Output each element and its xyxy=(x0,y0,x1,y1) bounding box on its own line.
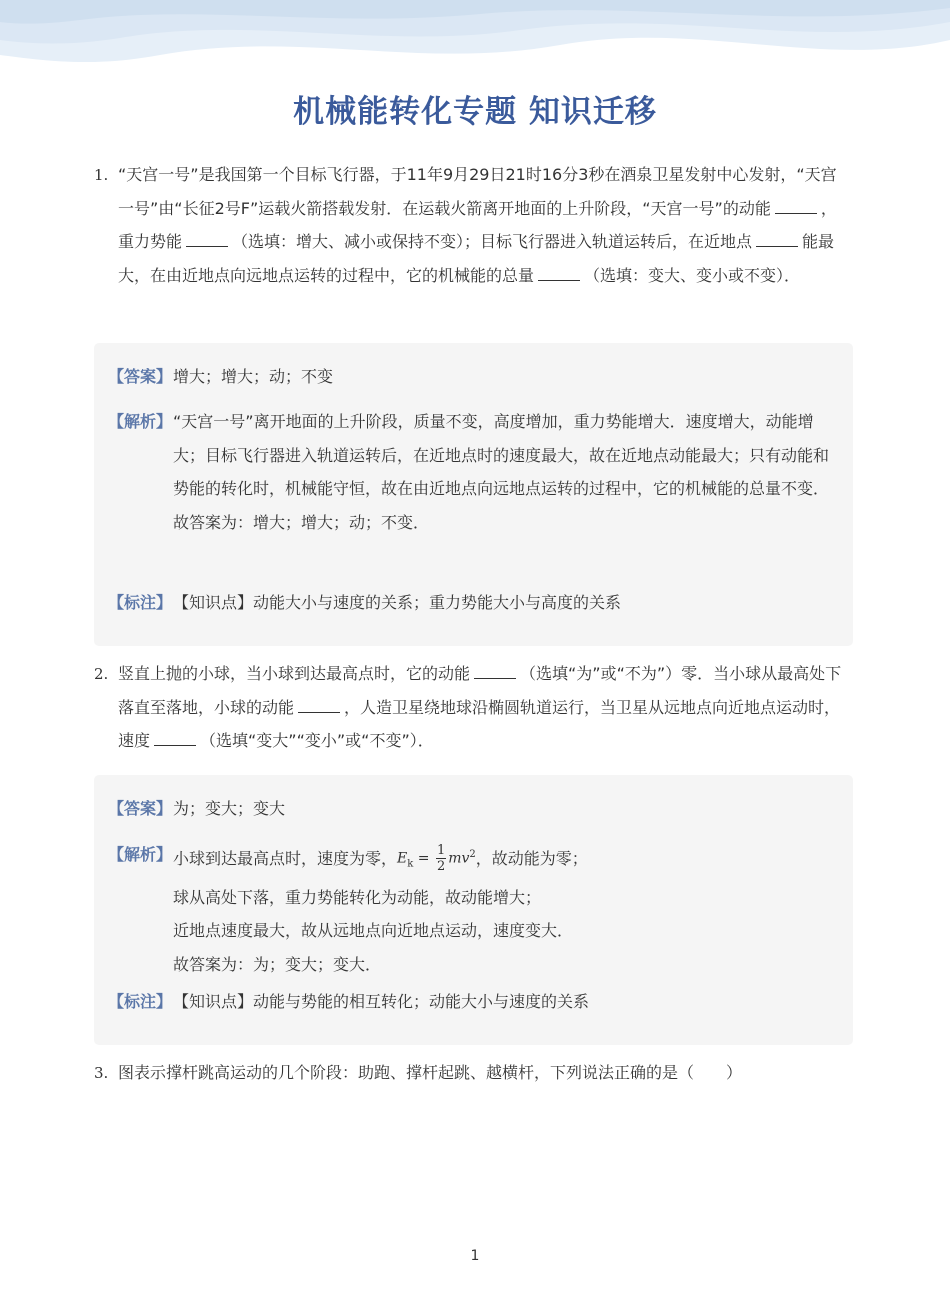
page-title: 机械能转化专题 知识迁移 xyxy=(293,94,657,130)
question-number: 3. xyxy=(94,1064,109,1082)
analysis-row xyxy=(108,838,833,981)
question-number: 1. xyxy=(94,166,109,184)
analysis-tag: 【解析】 xyxy=(108,412,173,431)
question-text-part: ，人造卫星绕地球沿椭圆轨道运行，当卫星从远地点向近地点运动时，速度 xyxy=(118,697,841,750)
formula-fraction xyxy=(436,843,446,874)
question-text-part: 竖直上抛的小球，当小球到达最高点时，它的动能 xyxy=(118,664,471,683)
page-number: 1 xyxy=(470,1248,480,1264)
answer-blank xyxy=(474,664,516,679)
question-text-part: “天宫一号”是我国第一个目标飞行器，于11年9月29日21时16分3秒在酒泉卫星发射中心发射，“天宫一号”由“长征2号F”运载火箭搭载发射．在运载火箭离开地面的上升阶段，“天宫一号”的动能 xyxy=(118,165,837,218)
question-text-part: ，重力势能 xyxy=(118,198,837,251)
question-text-part: （选填：增大、减小或保持不变）；目标飞行器进入轨道运转后，在近地点 xyxy=(232,232,753,251)
fraction-numerator: 1 xyxy=(436,843,446,859)
formula-equals: = xyxy=(413,850,434,867)
answer-box-1 xyxy=(94,343,853,646)
analysis-text: ，故动能为零； xyxy=(475,848,588,868)
analysis-text: 故答案为：为；变大；变大． xyxy=(173,954,382,974)
formula-superscript: 2 xyxy=(469,849,476,860)
formula-subscript: k xyxy=(407,858,414,870)
kinetic-energy-formula xyxy=(397,838,476,881)
formula-symbol: E xyxy=(397,850,408,867)
note-row xyxy=(108,985,833,1019)
note-text: 【知识点】动能大小与速度的关系；重力势能大小与高度的关系 xyxy=(173,593,622,612)
answer-text: 为；变大；变大 xyxy=(173,799,286,818)
formula-term: mv xyxy=(448,850,470,867)
answer-blank xyxy=(756,232,798,247)
note-text: 【知识点】动能与势能的相互转化；动能大小与速度的关系 xyxy=(173,992,590,1011)
question-3 xyxy=(94,1056,852,1090)
analysis-text: 近地点速度最大，故从远地点向近地点运动，速度变大． xyxy=(173,921,574,941)
question-number: 2. xyxy=(94,665,109,683)
answer-blank xyxy=(154,731,196,746)
question-text xyxy=(118,158,852,292)
analysis-body xyxy=(173,405,833,539)
question-text-part: （选填：变大、变小或不变）． xyxy=(584,265,801,285)
question-text: 图表示撑杆跳高运动的几个阶段：助跑、撑杆起跳、越横杆，下列说法正确的是（ ） xyxy=(118,1063,743,1082)
header-wave-decoration xyxy=(0,0,950,80)
answer-blank xyxy=(186,232,228,247)
question-2 xyxy=(94,657,852,758)
answer-row xyxy=(108,360,833,394)
answer-box-2 xyxy=(94,775,853,1045)
answer-tag: 【答案】 xyxy=(108,367,173,386)
question-text-part: 能最大，在由近地点向远地点运转的过程中，它的机械能的总量 xyxy=(118,232,835,285)
analysis-text: 故答案为：增大；增大；动；不变． xyxy=(173,512,430,532)
analysis-row xyxy=(108,405,833,539)
answer-tag: 【答案】 xyxy=(108,799,173,818)
answer-blank xyxy=(775,199,817,214)
question-text xyxy=(118,657,852,758)
analysis-text: 球从高处下落，重力势能转化为动能，故动能增大； xyxy=(173,887,542,907)
question-text-part: （选填“为”或“不为”）零．当小球从最高处下落直至落地，小球的动能 xyxy=(118,664,842,717)
note-tag: 【标注】 xyxy=(108,992,173,1011)
answer-blank xyxy=(538,266,580,281)
analysis-text: “天宫一号”离开地面的上升阶段，质量不变，高度增加，重力势能增大．速度增大，动能增大；目标飞行器进入轨道运转后，在近地点时的速度最大，故在近地点动能最大；只有动能和势能的转化时，机械能守恒，故在由近地点向远地点运转的过程中，它的机械能的总量不变． xyxy=(173,412,830,498)
note-tag: 【标注】 xyxy=(108,593,173,612)
analysis-text: 小球到达最高点时，速度为零， xyxy=(173,848,398,868)
question-text-part: （选填“变大”“变小”或“不变”）． xyxy=(200,731,434,750)
analysis-tag: 【解析】 xyxy=(108,845,173,864)
analysis-line xyxy=(173,838,833,881)
fraction-denominator: 2 xyxy=(436,859,446,875)
note-row xyxy=(108,586,833,620)
analysis-body xyxy=(173,838,833,981)
answer-text: 增大；增大；动；不变 xyxy=(173,367,334,386)
answer-row xyxy=(108,792,833,826)
question-1 xyxy=(94,158,852,292)
answer-blank xyxy=(298,698,340,713)
